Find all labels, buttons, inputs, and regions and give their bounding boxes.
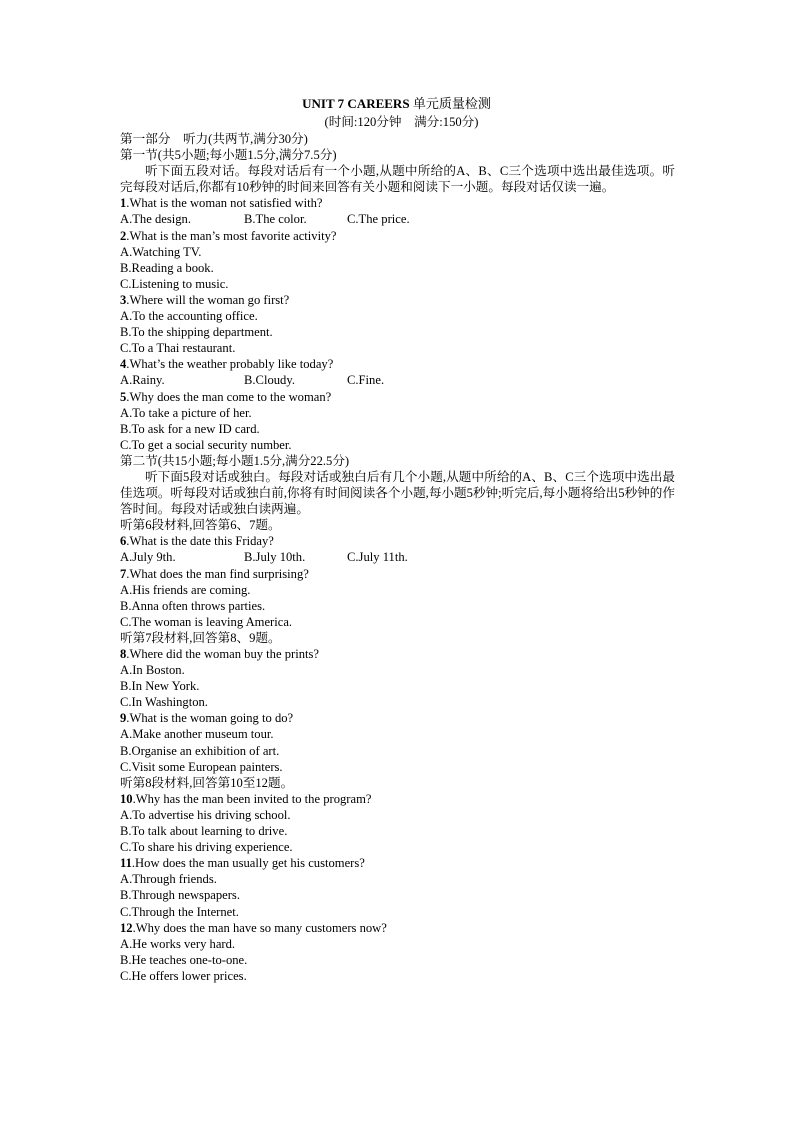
option-row [120,211,675,227]
question [120,566,675,582]
section-heading: 第二节(共15小题;每小题1.5分,满分22.5分) [120,453,350,468]
question-number: 9 [120,711,127,726]
question-text: .Where did the woman buy the prints? [126,647,319,661]
option-b: B.He teaches one-to-one. [120,952,248,967]
option-c: C.Fine. [347,373,385,388]
time-score-info: (时间:120分钟 满分:150分) [324,115,479,129]
exam-content [120,131,675,984]
question [120,292,675,308]
option-b: B.Reading a book. [120,260,214,275]
option-b: B.The color. [244,212,307,227]
option-c: C.To share his driving experience. [120,840,293,855]
question-number: 12 [120,920,133,935]
option-a: A.In Boston. [120,663,185,678]
question-text: .Why does the man have so many customers now? [132,920,387,935]
option-b: B.In New York. [120,679,200,694]
option-c: C.He offers lower prices. [120,968,247,983]
option-a: A.He works very hard. [120,936,236,951]
option-a: A.Make another museum tour. [120,727,274,742]
option-c: C.To a Thai restaurant. [120,341,236,356]
option-a: A.The design. [120,212,191,227]
question-text: .What is the woman going to do? [126,711,294,726]
option-c: C.July 11th. [347,550,408,565]
part-heading: 第一部分 听力(共两节,满分30分) [120,132,308,146]
question [120,920,675,936]
question-number: 11 [120,856,132,871]
question [120,710,675,726]
option-c: C.Through the Internet. [120,904,239,919]
option-c: C.To get a social security number. [120,437,292,452]
option-row [120,372,675,388]
question [120,195,675,211]
option-b: B.Organise an exhibition of art. [120,743,280,758]
material-instruction: 听第6段材料,回答第6、7题。 [120,518,281,533]
option-b: B.To the shipping department. [120,325,273,340]
option-b: B.Cloudy. [244,373,295,388]
question-text: .What’s the weather probably like today? [126,357,334,372]
title-english: UNIT 7 CAREERS [302,96,410,111]
question-number: 2 [120,228,127,243]
question-text: .Why has the man been invited to the program? [132,791,372,806]
section-instructions: 听下面5段对话或独白。每段对话或独白后有几个小题,从题中所给的A、B、C三个选项中选出最佳选项。听每段对话或独白前,你将有时间阅读各个小题,每小题5秒钟;听完后,每小题将给出5秒钟的作答时间。每段对话或独白读两遍。 [120,469,675,517]
material-instruction: 听第8段材料,回答第10至12题。 [120,775,294,790]
question-text: .What is the man’s most favorite activity? [126,228,337,243]
option-b: B.Through newspapers. [120,888,240,903]
option-b: B.To ask for a new ID card. [120,421,260,436]
option-a: A.Through friends. [120,872,217,887]
question [120,228,675,244]
title-chinese: 单元质量检测 [412,96,491,111]
question [120,533,675,549]
question-number: 6 [120,534,127,549]
option-b: B.July 10th. [244,550,306,565]
question-number: 5 [120,389,127,404]
question-text: .What is the woman not satisfied with? [126,196,323,211]
question-text: .What does the man find surprising? [126,566,309,581]
option-c: C.In Washington. [120,695,208,710]
material-instruction: 听第7段材料,回答第8、9题。 [120,630,281,645]
question-text: .Why does the man come to the woman? [126,389,332,404]
section-heading: 第一节(共5小题;每小题1.5分,满分7.5分) [120,148,337,163]
question-number: 8 [120,647,127,661]
option-b: B.Anna often throws parties. [120,598,266,613]
option-row [120,549,675,565]
question-number: 4 [120,357,127,372]
question [120,646,675,662]
option-c: C.Visit some European painters. [120,759,283,774]
option-a: A.To take a picture of her. [120,405,252,420]
question [120,855,675,871]
question-text: .What is the date this Friday? [126,534,274,549]
question-number: 1 [120,196,127,211]
option-a: A.His friends are coming. [120,582,251,597]
question [120,356,675,372]
option-a: A.July 9th. [120,550,176,565]
option-c: C.The woman is leaving America. [120,614,293,629]
question [120,389,675,405]
question-text: .How does the man usually get his customers? [131,856,365,871]
option-b: B.To talk about learning to drive. [120,824,288,839]
question [120,791,675,807]
option-a: A.Watching TV. [120,244,202,259]
question-text: .Where will the woman go first? [126,292,290,307]
question-number: 3 [120,292,127,307]
option-a: A.To advertise his driving school. [120,807,291,822]
section-instructions: 听下面五段对话。每段对话后有一个小题,从题中所给的A、B、C三个选项中选出最佳选项。听完每段对话后,你都有10秒钟的时间来回答有关小题和阅读下一小题。每段对话仅读一遍。 [120,164,675,195]
question-number: 7 [120,566,127,581]
question-number: 10 [120,791,133,806]
option-a: A.Rainy. [120,373,165,388]
option-c: C.Listening to music. [120,276,229,291]
option-a: A.To the accounting office. [120,309,258,324]
option-c: C.The price. [347,212,410,227]
page-title [0,96,793,112]
